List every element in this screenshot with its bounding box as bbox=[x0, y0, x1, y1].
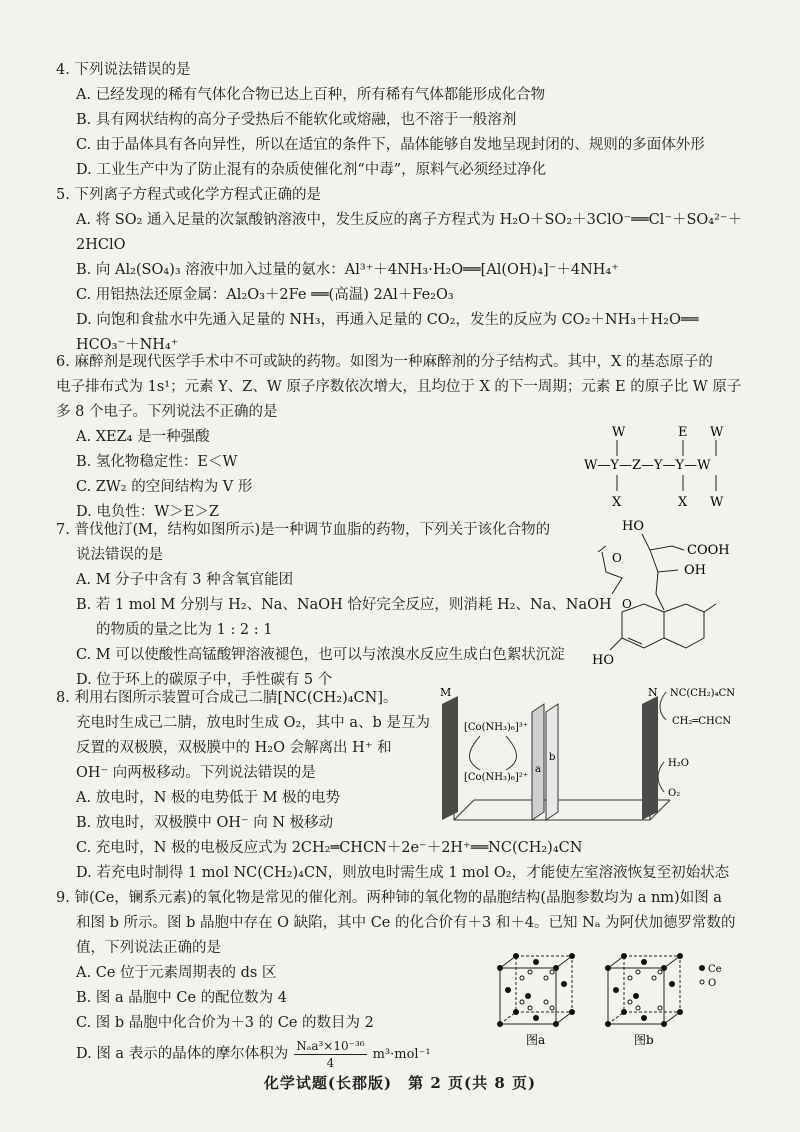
q6-main-chain: W—Y—Z—Y—Y—W bbox=[584, 458, 711, 473]
q7-label-ho-top: HO bbox=[622, 519, 644, 534]
q7-option-a: A. M 分子中含有 3 种含氧官能团 bbox=[76, 572, 294, 588]
q4-option-d: D. 工业生产中为了防止混有的杂质使催化剂“中毒”，原料气必须经过净化 bbox=[76, 162, 547, 178]
q9-option-c: C. 图 b 晶胞中化合价为＋3 的 Ce 的数目为 2 bbox=[76, 1015, 374, 1031]
q8-stem-line1: 8. 利用右图所示装置可合成己二腈[NC(CH₂)₄CN]。 bbox=[56, 690, 398, 706]
q6-top-w2: W bbox=[710, 425, 724, 440]
q9-caption-a: 图a bbox=[526, 1033, 546, 1047]
q9-unit: m³·mol⁻¹ bbox=[372, 1046, 431, 1062]
q5-option-d: D. 向饱和食盐水中先通入足量的 NH₃，再通入足量的 CO₂，发生的反应为 CO₂＋NH₃＋H₂O══ bbox=[76, 312, 699, 328]
q9-stem-line1: 9. 铈(Ce，镧系元素)的氧化物是常见的催化剂。两种铈的氧化物的晶胞结构(晶胞参数均为 a nm)如图 a bbox=[56, 890, 722, 906]
q9-fraction-denominator: 4 bbox=[326, 1055, 335, 1070]
page-footer: 化学试题(长郡版) 第 2 页(共 8 页) bbox=[263, 1074, 537, 1092]
q9-legend-o: O bbox=[708, 978, 717, 989]
q8-label-oxygen: O₂ bbox=[668, 788, 681, 799]
q7-stem-line1: 7. 普伐他汀(M，结构如图所示)是一种调节血脂的药物，下列关于该化合物的 bbox=[56, 522, 551, 538]
q6-option-a: A. XEZ₄ 是一种强酸 bbox=[76, 429, 210, 445]
q7-option-d: D. 位于环上的碳原子中，手性碳有 5 个 bbox=[76, 672, 333, 688]
q8-stem-line2: 充电时生成己二腈，放电时生成 O₂，其中 a、b 是互为 bbox=[76, 715, 430, 731]
q6-option-d: D. 电负性：W＞E＞Z bbox=[76, 504, 219, 520]
q7-option-b: B. 若 1 mol M 分别与 H₂、Na、NaOH 恰好完全反应，则消耗 H₂、Na、NaOH bbox=[76, 597, 612, 613]
q9-crystal-diagrams bbox=[490, 950, 750, 1050]
q4-option-c: C. 由于晶体具有各向异性，所以在适宜的条件下，晶体能够自发地呈现封闭的、规则的多面体外形 bbox=[76, 137, 705, 153]
q7-label-oh-mid: OH bbox=[684, 563, 706, 578]
q6-stem-line1: 6. 麻醉剂是现代医学手术中不可或缺的药物。如图为一种麻醉剂的分子结构式。其中，X 的基态原子的 bbox=[56, 354, 713, 370]
q8-label-co2: [Co(NH₃)₆]²⁺ bbox=[464, 772, 529, 783]
q6-bottom-x2: X bbox=[678, 495, 688, 510]
q9-stem-line3: 值，下列说法正确的是 bbox=[76, 940, 221, 956]
q9-fraction-numerator: Nₐa³×10⁻³⁶ bbox=[296, 1038, 365, 1053]
q5-option-d-cont: HCO₃⁻＋NH₄⁺ bbox=[76, 337, 179, 353]
q9-caption-b: 图b bbox=[634, 1033, 654, 1047]
q8-option-b: B. 放电时，双极膜中 OH⁻ 向 N 极移动 bbox=[76, 815, 334, 831]
q4-stem: 4. 下列说法错误的是 bbox=[56, 62, 191, 78]
q5-option-c: C. 用铝热法还原金属：Al₂O₃＋2Fe ══(高温) 2Al＋Fe₂O₃ bbox=[76, 287, 454, 303]
q9-fraction bbox=[294, 1038, 366, 1071]
q7-option-b-cont: 的物质的量之比为 1 : 2 : 1 bbox=[96, 622, 273, 638]
q9-cell-a bbox=[497, 953, 575, 1027]
q6-stem-line2: 电子排布式为 1s¹；元素 Y、Z、W 原子序数依次增大，且均位于 X 的下一周期；元素 E 的原子比 W 原子 bbox=[56, 379, 742, 395]
q8-stem-line3: 反置的双极膜，双极膜中的 H₂O 会解离出 H⁺ 和 bbox=[76, 740, 392, 756]
q8-label-co3: [Co(NH₃)₆]³⁺ bbox=[464, 722, 529, 733]
q6-structure-diagram bbox=[580, 422, 750, 518]
q8-stem-line4: OH⁻ 向两极移动。下列说法错误的是 bbox=[76, 765, 316, 781]
q8-label-adiponitrile: NC(CH₂)₄CN bbox=[670, 688, 735, 699]
q9-legend-o-marker bbox=[700, 980, 704, 984]
q5-option-a-cont: 2HClO bbox=[76, 237, 126, 253]
q7-stem-line2: 说法错误的是 bbox=[76, 547, 163, 563]
q6-bottom-x1: X bbox=[612, 495, 622, 510]
q8-option-a: A. 放电时，N 极的电势低于 M 极的电势 bbox=[76, 790, 341, 806]
q8-label-m: M bbox=[440, 686, 452, 699]
q6-option-b: B. 氢化物稳定性：E＜W bbox=[76, 454, 238, 470]
q6-bottom-w: W bbox=[710, 495, 724, 510]
q8-membrane-b: b bbox=[549, 752, 556, 763]
q4-option-a: A. 已经发现的稀有气体化合物已达上百种，所有稀有气体都能形成化合物 bbox=[76, 87, 546, 103]
q9-option-a: A. Ce 位于元素周期表的 ds 区 bbox=[76, 965, 277, 981]
q8-cell-diagram bbox=[436, 682, 756, 832]
q9-option-d-text: D. 图 a 表示的晶体的摩尔体积为 bbox=[76, 1045, 289, 1062]
q8-membrane-a: a bbox=[535, 764, 541, 775]
q9-option-b: B. 图 a 晶胞中 Ce 的配位数为 4 bbox=[76, 990, 287, 1006]
q9-stem-line2: 和图 b 所示。图 b 晶胞中存在 O 缺陷，其中 Ce 的化合价有＋3 和＋4。已知 Nₐ 为阿伏加德罗常数的 bbox=[76, 915, 736, 931]
q5-option-b: B. 向 Al₂(SO₄)₃ 溶液中加入过量的氨水：Al³⁺＋4NH₃·H₂O══[Al(OH)₄]⁻＋4NH₄⁺ bbox=[76, 262, 619, 278]
q6-stem-line3: 多 8 个电子。下列说法不正确的是 bbox=[56, 404, 278, 420]
question-4 bbox=[56, 58, 746, 183]
q4-option-b: B. 具有网状结构的高分子受热后不能软化或熔融，也不溶于一般溶剂 bbox=[76, 112, 517, 128]
q7-label-o1: O bbox=[612, 551, 622, 565]
q9-legend-ce: Ce bbox=[708, 964, 722, 975]
q9-cell-b bbox=[605, 953, 683, 1027]
q6-top-e: E bbox=[678, 425, 688, 440]
q8-option-d: D. 若充电时制得 1 mol NC(CH₂)₄CN，则放电时需生成 1 mol O₂，才能使左室溶液恢复至初始状态 bbox=[76, 865, 730, 881]
q7-option-c: C. M 可以使酸性高锰酸钾溶液褪色，也可以与浓溴水反应生成白色絮状沉淀 bbox=[76, 647, 565, 663]
q8-label-water: H₂O bbox=[668, 758, 689, 769]
q8-option-c: C. 充电时，N 极的电极反应式为 2CH₂═CHCN＋2e⁻＋2H⁺══NC(CH₂)₄CN bbox=[76, 840, 583, 856]
q5-option-a: A. 将 SO₂ 通入足量的次氯酸钠溶液中，发生反应的离子方程式为 H₂O＋SO₂＋3ClO⁻══Cl⁻＋SO₄²⁻＋ bbox=[76, 212, 743, 228]
q8-label-n: N bbox=[648, 686, 658, 699]
q7-label-o2: O bbox=[622, 597, 632, 611]
q7-molecule-diagram bbox=[592, 512, 742, 670]
q9-legend-ce-marker bbox=[699, 965, 705, 971]
q7-label-ho-bottom: HO bbox=[592, 653, 614, 668]
q8-label-acrylonitrile: CH₂═CHCN bbox=[672, 716, 732, 727]
question-5 bbox=[56, 183, 746, 358]
q6-top-w1: W bbox=[612, 425, 626, 440]
q7-label-cooh: COOH bbox=[687, 543, 730, 558]
q6-option-c: C. ZW₂ 的空间结构为 V 形 bbox=[76, 479, 253, 495]
q5-stem: 5. 下列离子方程式或化学方程式正确的是 bbox=[56, 187, 321, 203]
